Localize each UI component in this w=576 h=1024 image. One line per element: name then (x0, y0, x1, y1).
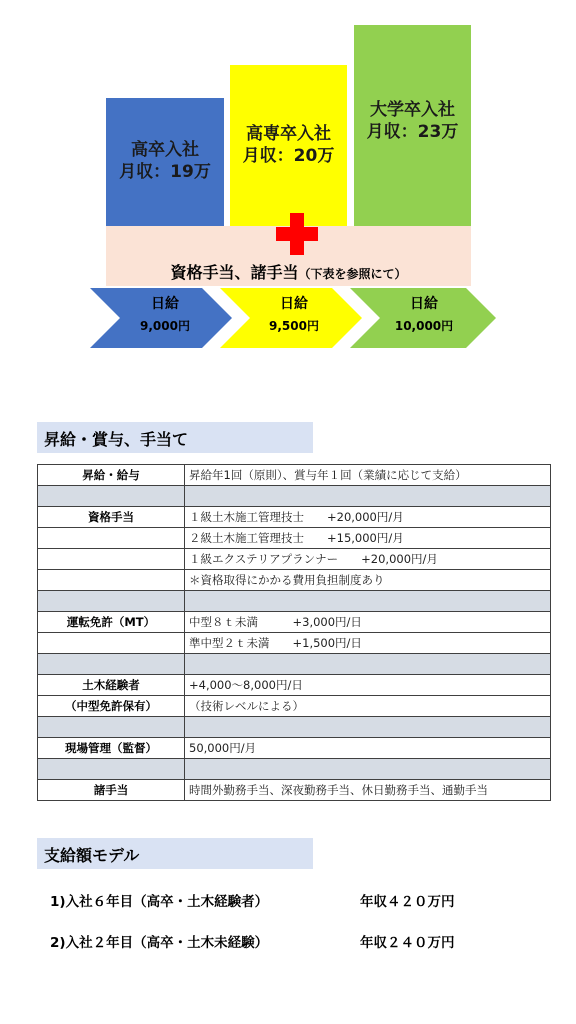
row-value: １級エクステリアプランナー +20,000円/月 (185, 549, 551, 570)
row-label (38, 633, 185, 654)
row-label (38, 717, 185, 738)
row-value: 中型８ｔ未満 +3,000円/日 (185, 612, 551, 633)
daily-pay-amount: 9,500円 (269, 319, 319, 333)
allowance-main: 資格手当、諸手当 (170, 263, 299, 282)
row-value: （技術レベルによる） (185, 696, 551, 717)
row-label (38, 549, 185, 570)
row-value (185, 486, 551, 507)
column-salary: 月収：20万 (242, 145, 335, 166)
table-row (38, 675, 551, 696)
row-label (38, 486, 185, 507)
daily-pay-1 (120, 297, 210, 332)
row-label (38, 528, 185, 549)
table-separator-row (38, 591, 551, 612)
table-separator-row (38, 654, 551, 675)
table-separator-row (38, 717, 551, 738)
allowance-table (37, 464, 551, 801)
row-value (185, 759, 551, 780)
row-label: （中型免許保有） (38, 696, 185, 717)
allowance-note: （下表を参照にて） (298, 267, 407, 281)
row-value (185, 654, 551, 675)
table-row (38, 696, 551, 717)
table-row (38, 465, 551, 486)
row-value: ＊資格取得にかかる費用負担制度あり (185, 570, 551, 591)
row-value: 50,000円/月 (185, 738, 551, 759)
allowance-text (106, 260, 471, 283)
row-label: 資格手当 (38, 507, 185, 528)
salary-column-technical-college (230, 65, 347, 226)
salary-column-university (354, 25, 471, 226)
daily-pay-label: 日給 (151, 296, 179, 312)
model-case-1: 1)入社６年目（高卒・土木経験者） (50, 894, 269, 910)
column-title: 高卒入社 (131, 140, 199, 161)
table-row (38, 507, 551, 528)
row-label (38, 591, 185, 612)
model-income-1: 年収４２０万円 (360, 894, 455, 910)
model-income-2: 年収２４０万円 (360, 935, 455, 951)
table-row (38, 633, 551, 654)
row-value: 昇給年1回（原則）、賞与年１回（業績に応じて支給） (185, 465, 551, 486)
model-case-2: 2)入社２年目（高卒・土木未経験） (50, 935, 269, 951)
table-separator-row (38, 486, 551, 507)
table-separator-row (38, 759, 551, 780)
row-value: １級土木施工管理技士 +20,000円/月 (185, 507, 551, 528)
column-salary: 月収：23万 (366, 121, 459, 142)
row-label: 諸手当 (38, 780, 185, 801)
row-value: 時間外勤務手当、深夜勤務手当、休日勤務手当、通勤手当 (185, 780, 551, 801)
row-label: 運転免許（MT） (38, 612, 185, 633)
salary-column-high-school (106, 98, 224, 226)
row-value: +4,000～8,000円/日 (185, 675, 551, 696)
row-value: 準中型２ｔ未満 +1,500円/日 (185, 633, 551, 654)
row-label (38, 654, 185, 675)
column-salary: 月収：19万 (119, 162, 211, 182)
row-value (185, 591, 551, 612)
table-row (38, 549, 551, 570)
daily-pay-label: 日給 (280, 296, 308, 312)
table-row (38, 570, 551, 591)
table-row (38, 612, 551, 633)
section-title-raise-bonus: 昇給・賞与、手当て (37, 422, 313, 453)
daily-pay-amount: 10,000円 (394, 319, 454, 333)
daily-pay-label: 日給 (410, 296, 438, 312)
plus-icon-bar (276, 227, 318, 241)
daily-pay-amount: 9,000円 (140, 319, 190, 333)
row-label: 土木経験者 (38, 675, 185, 696)
row-label (38, 759, 185, 780)
section-title-pay-model: 支給額モデル (37, 838, 313, 869)
table-row (38, 738, 551, 759)
column-title: 大学卒入社 (370, 100, 455, 120)
row-value (185, 717, 551, 738)
row-label: 昇給・給与 (38, 465, 185, 486)
row-label (38, 570, 185, 591)
table-row (38, 780, 551, 801)
row-label: 現場管理（監督） (38, 738, 185, 759)
daily-pay-3 (378, 297, 470, 332)
daily-pay-2 (249, 297, 339, 332)
table-row (38, 528, 551, 549)
column-title: 高専卒入社 (246, 123, 331, 144)
row-value: ２級土木施工管理技士 +15,000円/月 (185, 528, 551, 549)
